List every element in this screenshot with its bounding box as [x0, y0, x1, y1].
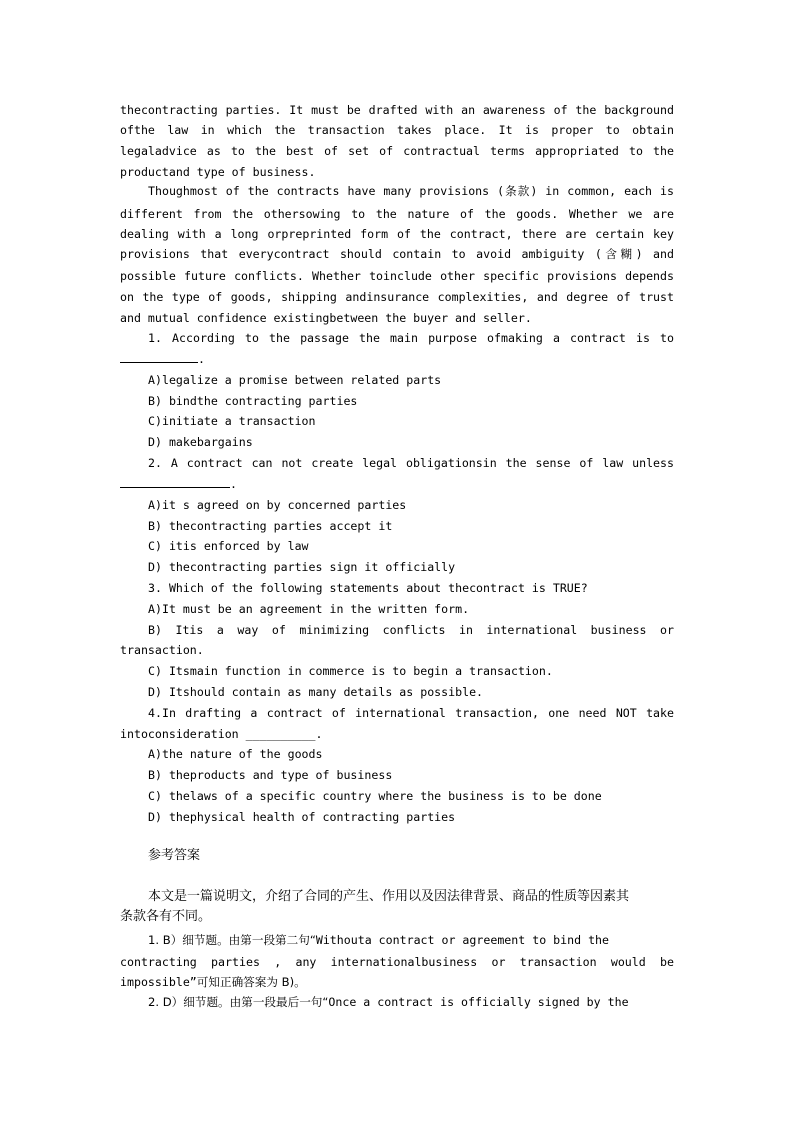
passage-p2-line-3: dealing with a long orpreprinted form of the contract, there are certain key	[120, 227, 674, 241]
question-2-blank-line	[120, 474, 674, 494]
passage-p2-line-2: different from the othersowing to the nature of the goods. Whether we are	[120, 207, 674, 221]
question-3-option-b-continued: transaction.	[120, 643, 204, 657]
question-4-option-c: C) thelaws of a specific country where the business is to be done	[148, 789, 602, 803]
question-1-option-d: D) makebargains	[148, 435, 253, 449]
question-2-stem-end: .	[230, 477, 237, 491]
answer-2-quote: Once a contract is officially signed by the	[328, 995, 629, 1009]
question-1-stem: 1. According to the passage the main purpose ofmaking a contract is to	[148, 331, 674, 345]
passage-p2-line-7: and mutual confidence existingbetween the buyer and seller.	[120, 311, 532, 325]
passage-p1-line-2: ofthe law in which the transaction takes place. It is proper to obtain	[120, 123, 674, 137]
passage-p2-line-5: possible future conflicts. Whether toinclude other specific provisions depends	[120, 269, 674, 283]
passage-p2-line-6: on the type of goods, shipping andinsurance complexities, and degree of trust	[120, 290, 674, 304]
question-3-option-d: D) Itshould contain as many details as possible.	[148, 685, 484, 699]
answer-1-line-1	[148, 930, 674, 950]
answers-summary-line-2: 条款各有不同。	[120, 909, 212, 924]
passage-p2-line-1: Thoughmost of the contracts have many provisions (条款) in common, each is	[148, 184, 674, 198]
question-4-option-a: A)the nature of the goods	[148, 747, 323, 761]
question-4-option-b: B) theproducts and type of business	[148, 768, 393, 782]
answer-1-quote-end: impossible”	[120, 975, 197, 989]
question-2-option-a: A)it s agreed on by concerned parties	[148, 498, 407, 512]
question-3-option-a: A)It must be an agreement in the written form.	[148, 602, 470, 616]
question-3-option-b: B) Itis a way of minimizing conflicts in international business or	[148, 623, 674, 637]
question-4-stem-continued: intoconsideration __________.	[120, 727, 323, 741]
question-2-option-d: D) thecontracting parties sign it officially	[148, 560, 456, 574]
passage-p1-line-1: thecontracting parties. It must be drafted with an awareness of the background	[120, 103, 674, 117]
answer-2-prefix: 2. D）细节题。由第一段最后一句“	[148, 995, 329, 1009]
answer-1-line-2: contracting parties , any internationalbusiness or transaction would be	[120, 955, 674, 969]
question-1-option-b: B) bindthe contracting parties	[148, 394, 358, 408]
passage-p1-line-4: productand type of business.	[120, 165, 316, 179]
answers-summary-line-1: 本文是一篇说明文，介绍了合同的产生、作用以及因法律背景、商品的性质等因素其	[148, 889, 630, 904]
question-4-stem: 4.In drafting a contract of international transaction, one need NOT take	[148, 706, 674, 720]
question-1-option-a: A)legalize a promise between related parts	[148, 373, 442, 387]
passage-p1-line-3: legaladvice as to the best of set of contractual terms appropriated to the	[120, 144, 674, 158]
question-2-stem: 2. A contract can not create legal obligationsin the sense of law unless	[148, 456, 674, 470]
answer-blank	[120, 349, 198, 363]
passage-p2-line-4: provisions that everycontract should contain to avoid ambiguity (含糊) and	[120, 247, 674, 261]
answer-1-conclusion: 可知正确答案为 B)。	[196, 975, 306, 989]
question-3-option-c: C) Itsmain function in commerce is to begin a transaction.	[148, 664, 553, 678]
answer-1-quote: Withouta contract or agreement to bind the	[315, 933, 610, 947]
answer-blank	[120, 474, 230, 488]
question-1-option-c: C)initiate a transaction	[148, 414, 316, 428]
question-1-blank-line	[120, 349, 674, 369]
question-3-stem: 3. Which of the following statements about thecontract is TRUE?	[148, 581, 588, 595]
answer-2-line-1	[148, 992, 674, 1012]
question-2-option-b: B) thecontracting parties accept it	[148, 519, 393, 533]
answers-heading: 参考答案	[148, 848, 201, 863]
question-4-option-d: D) thephysical health of contracting parties	[148, 810, 456, 824]
question-1-stem-end: .	[198, 352, 205, 366]
question-2-option-c: C) itis enforced by law	[148, 539, 309, 553]
answer-1-prefix: 1. B）细节题。由第一段第二句“	[148, 933, 316, 947]
answer-1-line-3	[120, 972, 674, 992]
